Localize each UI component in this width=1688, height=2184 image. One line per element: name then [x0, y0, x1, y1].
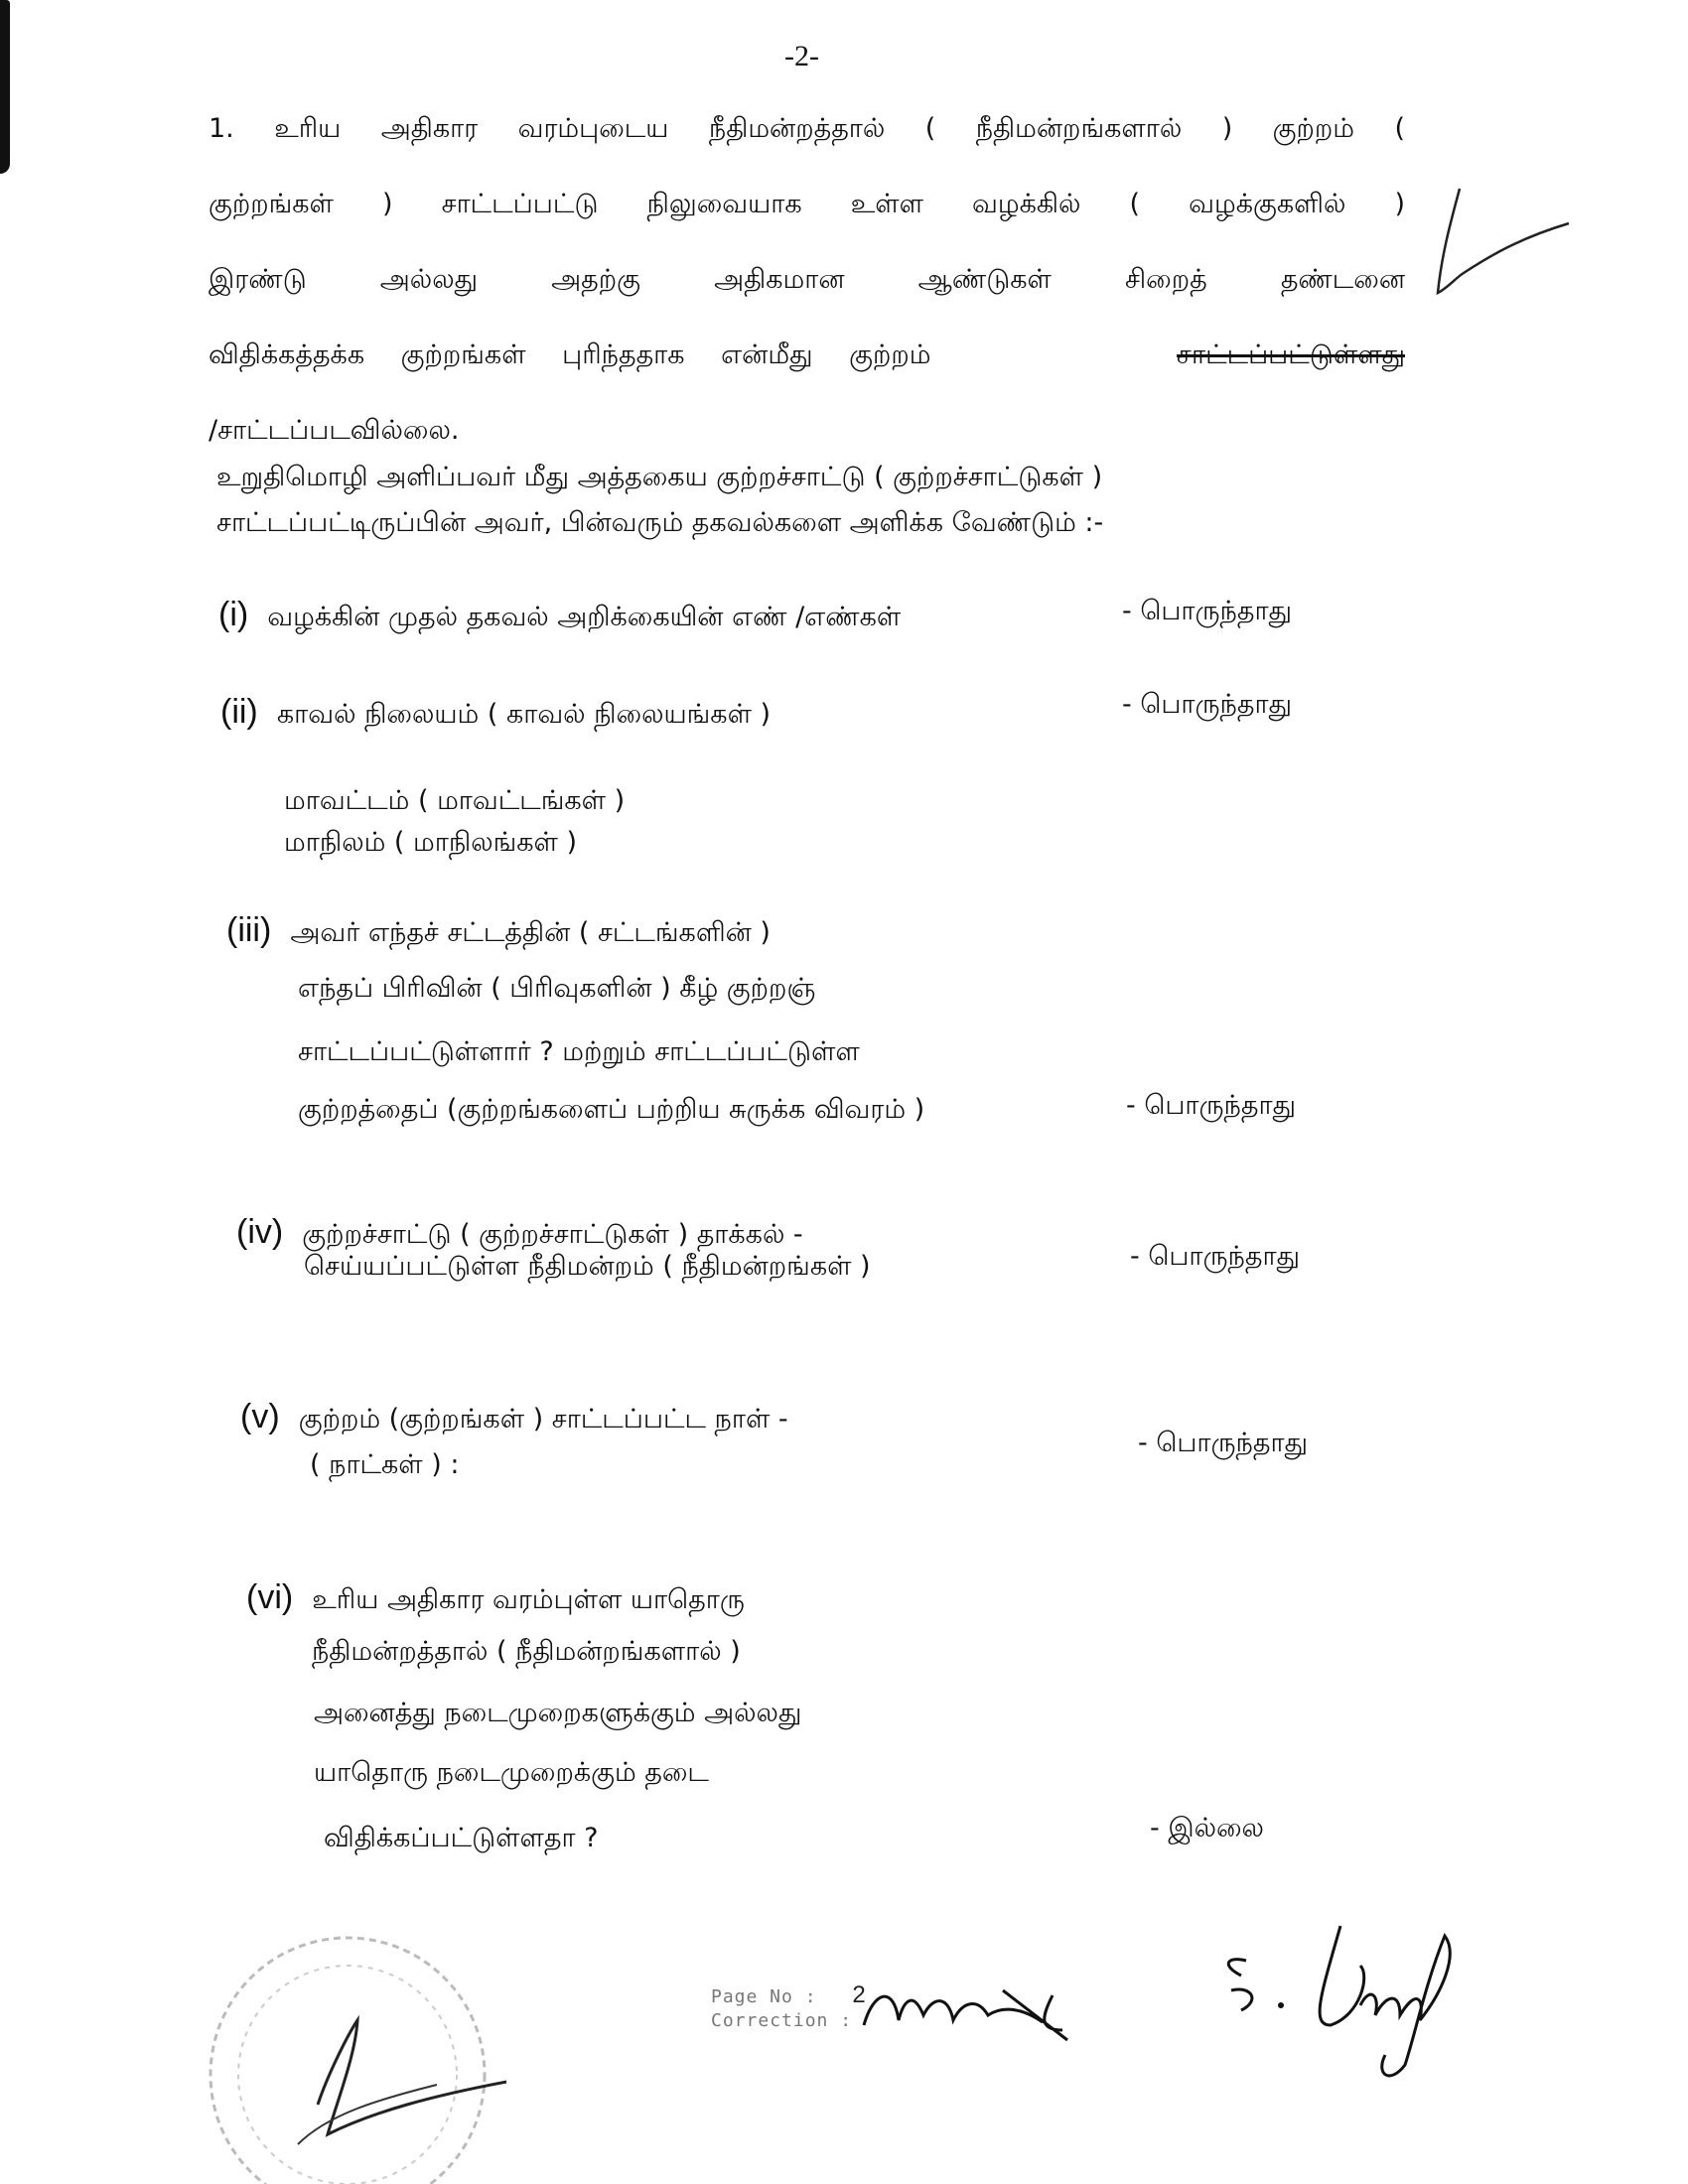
correction-row: Correction : — [711, 2010, 853, 2031]
item-vi-line-4: யாதொரு நடைமுறைக்கும் தடை — [314, 1757, 709, 1788]
item-v — [240, 1398, 788, 1438]
para1-line-4 — [209, 318, 1405, 393]
item-iii-line-3: சாட்டப்பட்டுள்ளார் ? மற்றும் சாட்டப்பட்டுள்ள — [298, 1036, 860, 1067]
item-text: வழக்கின் முதல் தகவல் அறிக்கையின் எண் /எண்கள் — [267, 602, 902, 632]
para1-last-line: /சாட்டப்படவில்லை. — [209, 415, 460, 446]
page-number: -2- — [784, 40, 819, 72]
item-label: (vi) — [246, 1578, 294, 1616]
item-v-line-2: ( நாட்கள் ) : — [310, 1449, 460, 1480]
item-text: உரிய அதிகார வரம்புள்ள யாதொரு — [312, 1584, 745, 1615]
item-text: குற்றம் (குற்றங்கள் ) சாட்டப்பட்ட நாள் - — [298, 1404, 788, 1434]
item-ii — [220, 693, 771, 734]
declaration-paragraph — [209, 91, 1405, 469]
item-label: (v) — [240, 1398, 280, 1435]
instruction-paragraph — [216, 455, 1103, 546]
item-vi-line-2: நீதிமன்றத்தால் ( நீதிமன்றங்களால் ) — [312, 1636, 741, 1667]
struck-text: சாட்டப்பட்டுள்ளது — [1177, 340, 1405, 370]
item-label: (iii) — [226, 911, 272, 949]
para2-line-1: உறுதிமொழி அளிப்பவர் மீது அத்தகைய குற்றச்சாட்டு ( குற்றச்சாட்டுகள் ) — [216, 462, 1103, 492]
item-ii-status: - பொருந்தாது — [1122, 689, 1292, 720]
notary-stamp — [189, 1926, 506, 2184]
declarant-signature — [1211, 1916, 1470, 2095]
district-line: மாவட்டம் ( மாவட்டங்கள் ) — [284, 785, 626, 816]
para1-line-3: இரண்டு அல்லது அதற்கு அதிகமான ஆண்டுகள் சிறைத் தண்டனை — [209, 264, 1405, 295]
item-iii — [226, 911, 771, 952]
state-line: மாநிலம் ( மாநிலங்கள் ) — [284, 827, 578, 858]
item-vi-line-5: விதிக்கப்பட்டுள்ளதா ? — [324, 1823, 599, 1853]
para2-line-2: சாட்டப்பட்டிருப்பின் அவர், பின்வரும் தகவல்களை அளிக்க வேண்டும் :- — [216, 507, 1104, 538]
page-no-row — [711, 1983, 867, 2009]
initials-signature — [854, 1971, 1092, 2050]
para1-line-2: குற்றங்கள் ) சாட்டப்பட்டு நிலுவையாக உள்ள வழக்கில் ( வழக்குகளில் ) — [209, 189, 1405, 219]
item-iii-status: - பொருந்தாது — [1126, 1090, 1296, 1121]
item-iv-line-2: செய்யப்பட்டுள்ள நீதிமன்றம் ( நீதிமன்றங்கள் ) — [304, 1251, 871, 1282]
item-vi-status: - இல்லை — [1150, 1813, 1264, 1843]
item-v-status: - பொருந்தாது — [1138, 1428, 1308, 1458]
para1-line-4-text: விதிக்கத்தக்க குற்றங்கள் புரிந்ததாக என்மீது குற்றம் — [209, 340, 931, 370]
item-iii-line-4: குற்றத்தைப் (குற்றங்களைப் பற்றிய சுருக்க விவரம் ) — [298, 1094, 925, 1125]
margin-tick-mark — [1430, 179, 1579, 328]
item-ii-sub — [284, 780, 625, 864]
scan-edge-mark — [0, 0, 10, 174]
item-text: காவல் நிலையம் ( காவல் நிலையங்கள் ) — [276, 699, 772, 730]
item-text: குற்றச்சாட்டு ( குற்றச்சாட்டுகள் ) தாக்கல் - — [302, 1219, 803, 1250]
item-i-status: - பொருந்தாது — [1122, 596, 1292, 626]
item-iii-line-2: எந்தப் பிரிவின் ( பிரிவுகளின் ) கீழ் குற்றஞ் — [298, 973, 816, 1004]
item-label: (i) — [218, 596, 249, 633]
page-no-label: Page No : — [711, 1986, 817, 2007]
item-iv — [236, 1213, 803, 1254]
para1-line-1: 1. உரிய அதிகார வரம்புடைய நீதிமன்றத்தால் ( நீதிமன்றங்களால் ) குற்றம் ( — [209, 113, 1405, 144]
item-label: (iv) — [236, 1213, 284, 1251]
page-no-value: 2 — [852, 1981, 867, 2008]
item-vi — [246, 1578, 745, 1619]
item-i — [218, 596, 901, 636]
item-label: (ii) — [220, 693, 258, 731]
item-iv-status: - பொருந்தாது — [1130, 1241, 1300, 1272]
item-vi-line-3: அனைத்து நடைமுறைகளுக்கும் அல்லது — [314, 1698, 802, 1728]
page-meta — [711, 1983, 867, 2033]
item-text: அவர் எந்தச் சட்டத்தின் ( சட்டங்களின் ) — [290, 917, 771, 948]
